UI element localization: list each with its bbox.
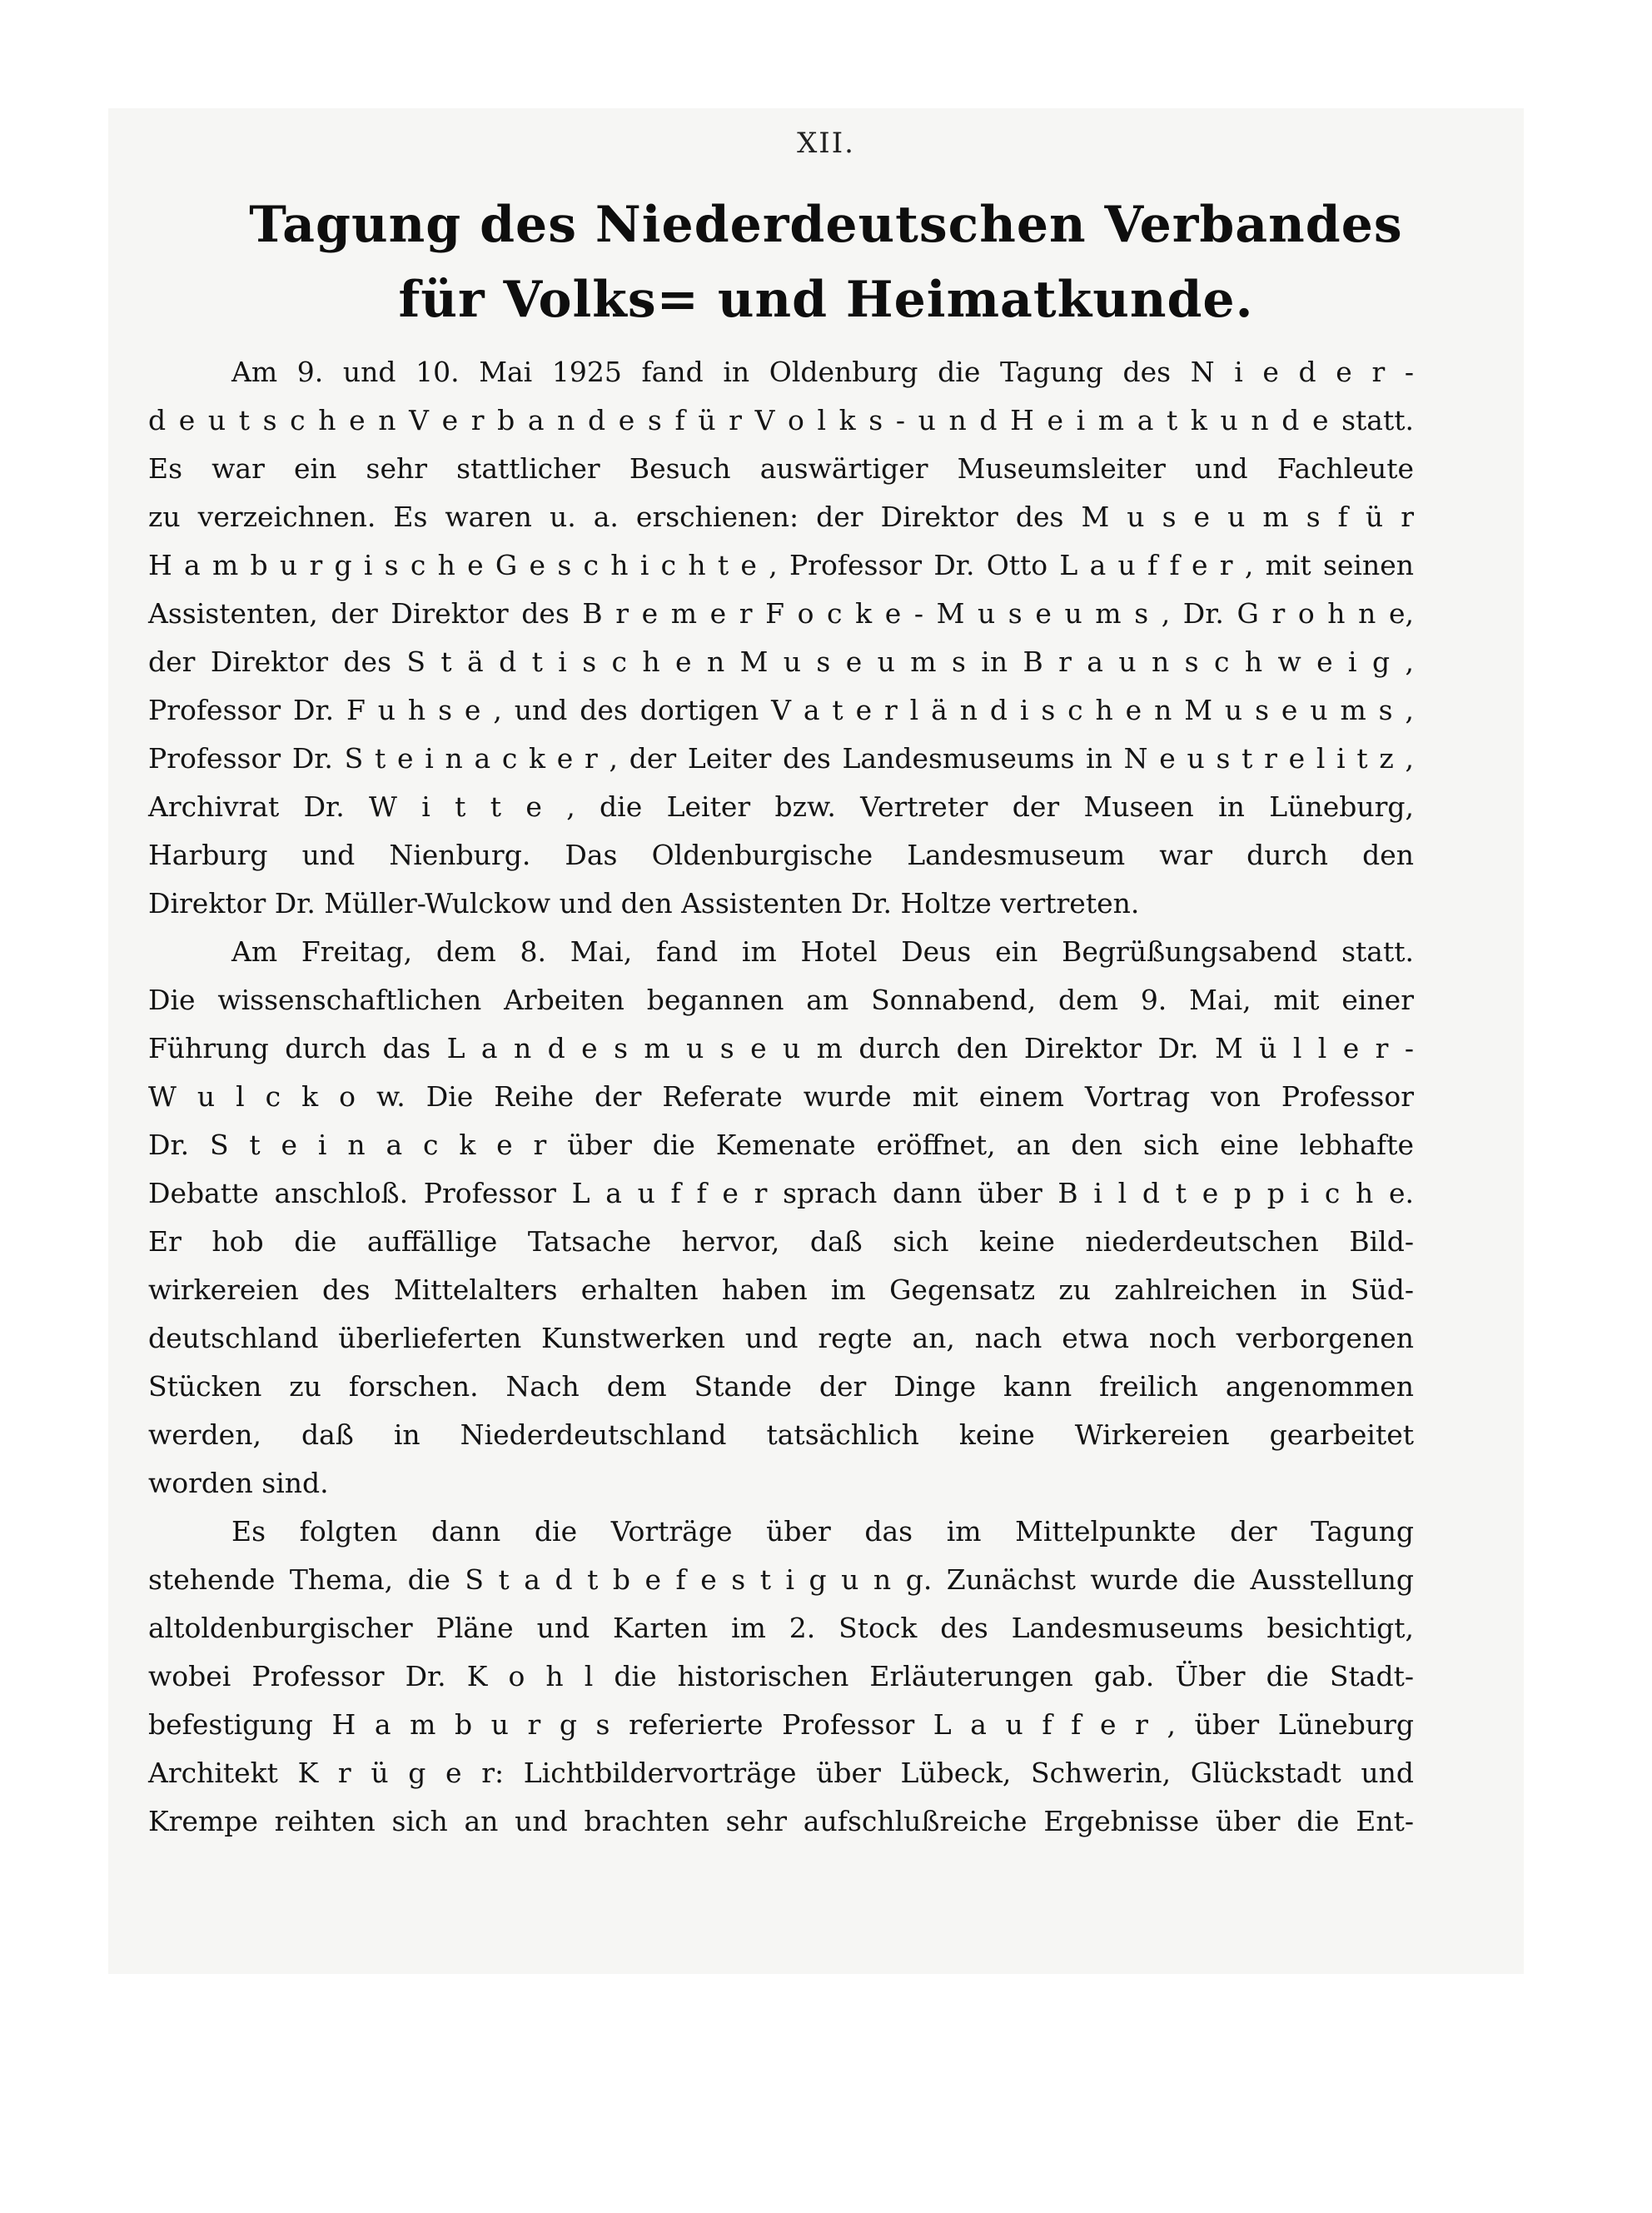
text-line: d e u t s c h e n V e r b a n d e s f ü r V o l k s - u n d H e i m a t k u n d e statt. (148, 404, 1414, 436)
text-line: Die wissenschaftlichen Arbeiten begannen am Sonnabend, dem 9. Mai, mit einer (148, 984, 1414, 1016)
text-line: werden, daß in Niederdeutschland tatsächlich keine Wirkereien gearbeitet (148, 1418, 1414, 1451)
text-line: altoldenburgischer Pläne und Karten im 2. Stock des Landesmuseums besichtigt, (148, 1612, 1414, 1644)
text-line: Es folgten dann die Vorträge über das im Mittelpunkte der Tagung (231, 1515, 1414, 1548)
title-line-2: für Volks= und Heimatkunde. (398, 271, 1254, 329)
text-line: befestigung H a m b u r g s referierte Professor L a u f f e r , über Lüneburg (148, 1708, 1414, 1741)
text-line: Krempe reihten sich an und brachten sehr aufschlußreiche Ergebnisse über die Ent- (148, 1805, 1414, 1837)
text-line: Es war ein sehr stattlicher Besuch auswärtiger Museumsleiter und Fachleute (148, 452, 1414, 485)
text-line: Er hob die auffällige Tatsache hervor, daß sich keine niederdeutschen Bild- (148, 1225, 1414, 1258)
text-line: Stücken zu forschen. Nach dem Stande der Dinge kann freilich angenommen (148, 1370, 1414, 1403)
text-line: Am 9. und 10. Mai 1925 fand in Oldenburg die Tagung des N i e d e r - (231, 356, 1414, 388)
text-line: Assistenten, der Direktor des B r e m e r F o c k e - M u s e u m s , Dr. G r o h n e, (148, 597, 1414, 630)
article-body (148, 348, 1414, 1846)
paragraph-1 (148, 348, 1414, 928)
text-line: Professor Dr. F u h s e , und des dortigen V a t e r l ä n d i s c h e n M u s e u m s , (148, 694, 1414, 726)
text-line: Am Freitag, dem 8. Mai, fand im Hotel Deus ein Begrüßungsabend statt. (231, 935, 1414, 968)
text-line: zu verzeichnen. Es waren u. a. erschienen: der Direktor des M u s e u m s f ü r (148, 501, 1414, 533)
text-line: worden sind. (148, 1467, 329, 1499)
text-line: Führung durch das L a n d e s m u s e u m durch den Direktor Dr. M ü l l e r - (148, 1032, 1414, 1064)
text-line: Direktor Dr. Müller-Wulckow und den Assistenten Dr. Holtze vertreten. (148, 887, 1140, 920)
text-line: Debatte anschloß. Professor L a u f f e r sprach dann über B i l d t e p p i c h e. (148, 1177, 1414, 1209)
paragraph-2 (148, 928, 1414, 1508)
text-line: wirkereien des Mittelalters erhalten haben im Gegensatz zu zahlreichen in Süd- (148, 1273, 1414, 1306)
text-line: Architekt K r ü g e r: Lichtbildervorträge über Lübeck, Schwerin, Glückstadt und (148, 1757, 1414, 1789)
text-line: H a m b u r g i s c h e G e s c h i c h t e , Professor Dr. Otto L a u f f e r , mit seinen (148, 549, 1414, 581)
title-line-1: Tagung des Niederdeutschen Verbandes (249, 196, 1403, 254)
text-line: wobei Professor Dr. K o h l die historischen Erläuterungen gab. Über die Stadt- (148, 1660, 1414, 1692)
text-line: der Direktor des S t ä d t i s c h e n M u s e u m s in B r a u n s c h w e i g , (148, 645, 1414, 678)
page-number: XII. (797, 127, 855, 160)
text-line: deutschland überlieferten Kunstwerken und regte an, nach etwa noch verborgenen (148, 1322, 1414, 1354)
text-line: stehende Thema, die S t a d t b e f e s t i g u n g. Zunächst wurde die Ausstellung (148, 1563, 1414, 1596)
text-line: W u l c k o w. Die Reihe der Referate wurde mit einem Vortrag von Professor (148, 1080, 1414, 1113)
text-line: Dr. S t e i n a c k e r über die Kemenate eröffnet, an den sich eine lebhafte (148, 1129, 1414, 1161)
article-title (0, 187, 1652, 337)
text-line: Harburg und Nienburg. Das Oldenburgische Landesmuseum war durch den (148, 839, 1414, 871)
paragraph-3 (148, 1508, 1414, 1846)
text-line: Archivrat Dr. W i t t e , die Leiter bzw. Vertreter der Museen in Lüneburg, (148, 790, 1414, 823)
text-line: Professor Dr. S t e i n a c k e r , der Leiter des Landesmuseums in N e u s t r e l i t z , (148, 742, 1414, 775)
